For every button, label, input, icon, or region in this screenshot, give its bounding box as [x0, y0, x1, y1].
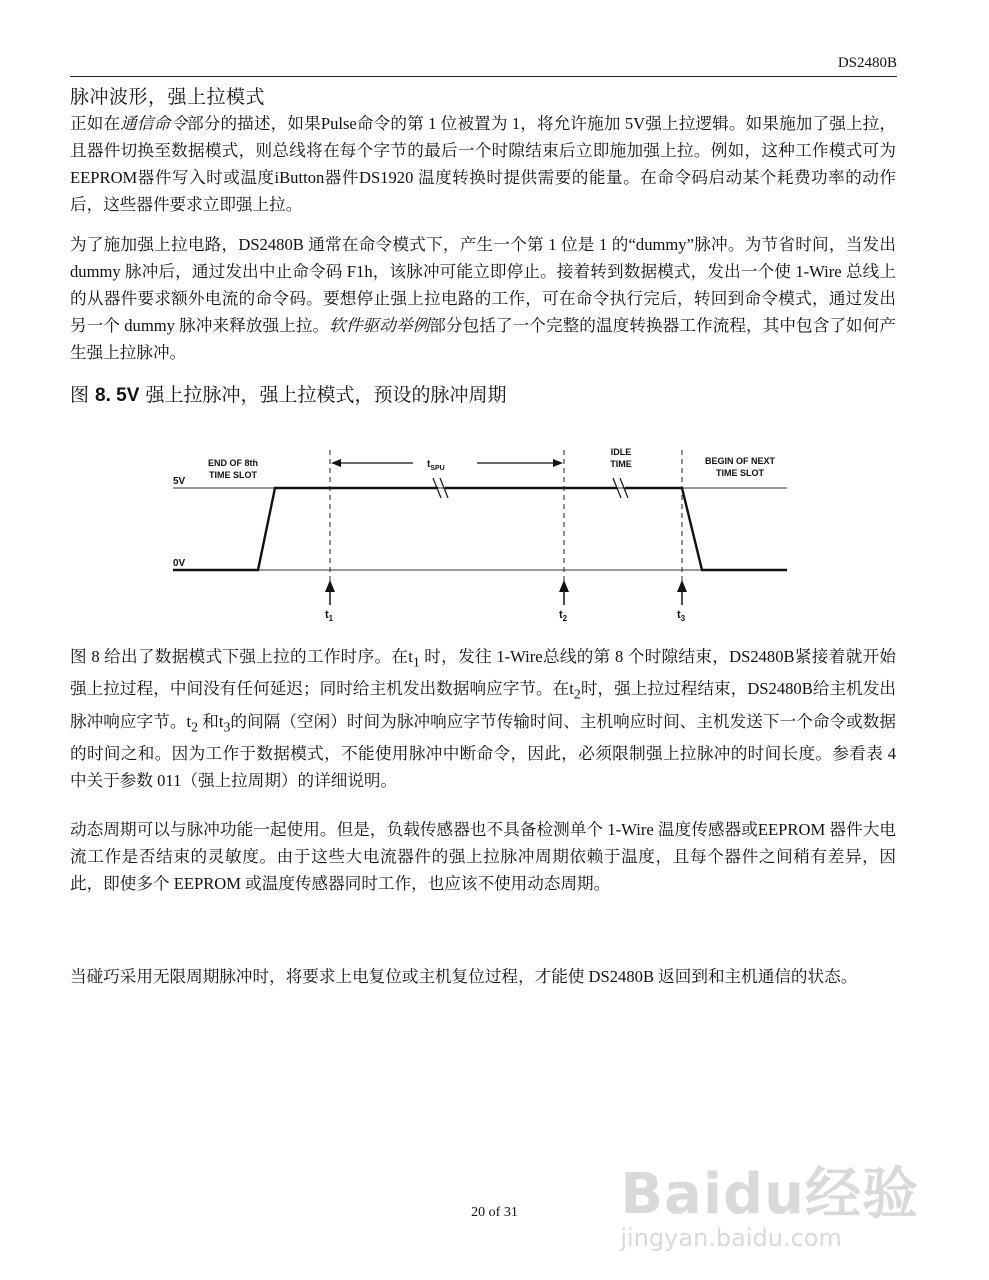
- paragraph-1-text-a: 正如在: [70, 114, 121, 133]
- waveform-fall: [625, 488, 787, 570]
- label-5v: 5V: [173, 476, 186, 487]
- watermark-brand: Baidu经验: [620, 1162, 919, 1227]
- figure-title-prefix: 图: [70, 384, 96, 406]
- paragraph-1: [70, 110, 896, 218]
- tspu-span-arrow: [331, 459, 563, 467]
- paragraph-2-text-b: 部分包括了一个完整的温度转换器工作流程，其中包含了如何产生强上拉脉冲。: [70, 316, 896, 362]
- paragraph-3-text-c: 时，强上拉过程结束，DS2480B给主机发出脉冲响应字节。t: [70, 679, 897, 731]
- label-t3: $t_3$: [677, 609, 686, 623]
- label-idle-line1: IDLE: [610, 447, 632, 457]
- label-idle-line2: TIME: [610, 459, 632, 469]
- t2-arrow: [559, 580, 569, 605]
- label-begin-of-next-line1: BEGIN OF NEXT: [704, 456, 776, 466]
- subscript-t2: 2: [573, 686, 581, 702]
- figure-title-text: 强上拉脉冲，强上拉模式，预设的脉冲周期: [139, 384, 507, 406]
- label-t2: $t_2$: [559, 609, 568, 623]
- paragraph-3-text-b: 时，发往 1-Wire总线的第 8 个时隙结束，DS2480B紧接着就开始强上拉过程，中间没有任何延迟；同时给主机发出数据响应字节。在t: [70, 647, 896, 699]
- figure-title: [70, 380, 506, 407]
- page-number: 20 of 31: [471, 1205, 518, 1220]
- watermark-url: jingyan.baidu.com: [620, 1224, 842, 1252]
- document-code: DS2480B: [837, 55, 897, 71]
- header-rule: [70, 76, 897, 77]
- paragraph-1-text-b: 部分的描述，如果Pulse命令的第 1 位被置为 1，将允许施加 5V强上拉逻辑。如果施加了强上拉，且器件切换至数据模式，则总线将在每个字节的最后一个时隙结束后立即施加强上拉。例如，这种工作模式可为EEPROM器件写入时或温度iButton器件DS1920 温度转换时提供需要的能量。在命令码启动某个耗费功率的动作后，这些器件要求立即强上拉。: [70, 114, 896, 214]
- section-title: 脉冲波形，强上拉模式: [70, 86, 266, 108]
- paragraph-3: [70, 643, 896, 794]
- label-end-of-slot-line1: END OF 8th: [207, 458, 259, 468]
- subscript-t2-b: 2: [191, 718, 199, 734]
- paragraph-2: [70, 231, 896, 366]
- link-software-driver-examples: 软件驱动举例: [329, 316, 430, 335]
- timing-diagram: [155, 440, 795, 625]
- paragraph-3-text-e: 的间隔（空闲）时间为脉冲响应字节传输时间、主机响应时间、主机发送下一个命令或数据的时间之和。因为工作于数据模式，不能使用脉冲中断命令，因此，必须限制强上拉脉冲的时间长度。参看表 4 中关于参数 011（强上拉周期）的详细说明。: [70, 711, 896, 790]
- label-end-of-slot-line2: TIME SLOT: [209, 470, 257, 480]
- paragraph-4: 动态周期可以与脉冲功能一起使用。但是，负载传感器也不具备检测单个 1-Wire 温度传感器或EEPROM 器件大电流工作是否结束的灵敏度。由于这些大电流器件的强上拉脉冲周期依赖于温度，且每个器件之间稍有差异，因此，即使多个 EEPROM 或温度传感器同时工作，也应该不使用动态周期。: [70, 820, 896, 893]
- label-tspu-t: t: [427, 459, 431, 470]
- subscript-t3: 3: [223, 718, 231, 734]
- paragraph-5: 当碰巧采用无限周期脉冲时，将要求上电复位或主机复位过程，才能使 DS2480B 返回到和主机通信的状态。: [70, 967, 858, 986]
- label-tspu-sub: SPU: [430, 465, 445, 472]
- label-tspu: [427, 459, 445, 472]
- watermark: [620, 1150, 919, 1252]
- label-begin-of-next-line2: TIME SLOT: [716, 468, 764, 478]
- label-t1: $t_1$: [325, 609, 334, 623]
- waveform-rise: [173, 488, 438, 570]
- subscript-t1: 1: [412, 654, 420, 670]
- figure-number: 8. 5V: [95, 385, 140, 406]
- paragraph-2-text-a: 为了施加强上拉电路，DS2480B 通常在命令模式下，产生一个第 1 位是 1 的“dummy”脉冲。为节省时间，当发出 dummy 脉冲后，通过发出中止命令码 F1h，该脉冲可能立即停止。接着转到数据模式，发出一个使 1-Wire 总线上的从器件要求额外电流的命令码。要想停止强上拉电路的工作，可在命令执行完后，转回到命令模式，通过发出另一个 dummy 脉冲来释放强上拉。: [70, 235, 896, 335]
- paragraph-3-text-d: 和t: [198, 711, 224, 731]
- label-0v: 0V: [173, 558, 186, 569]
- link-communication-commands: 通信命令: [120, 114, 188, 133]
- t3-arrow: [677, 580, 687, 605]
- paragraph-3-text-a: 图 8 给出了数据模式下强上拉的工作时序。在t: [70, 647, 413, 666]
- t1-arrow: [325, 580, 335, 605]
